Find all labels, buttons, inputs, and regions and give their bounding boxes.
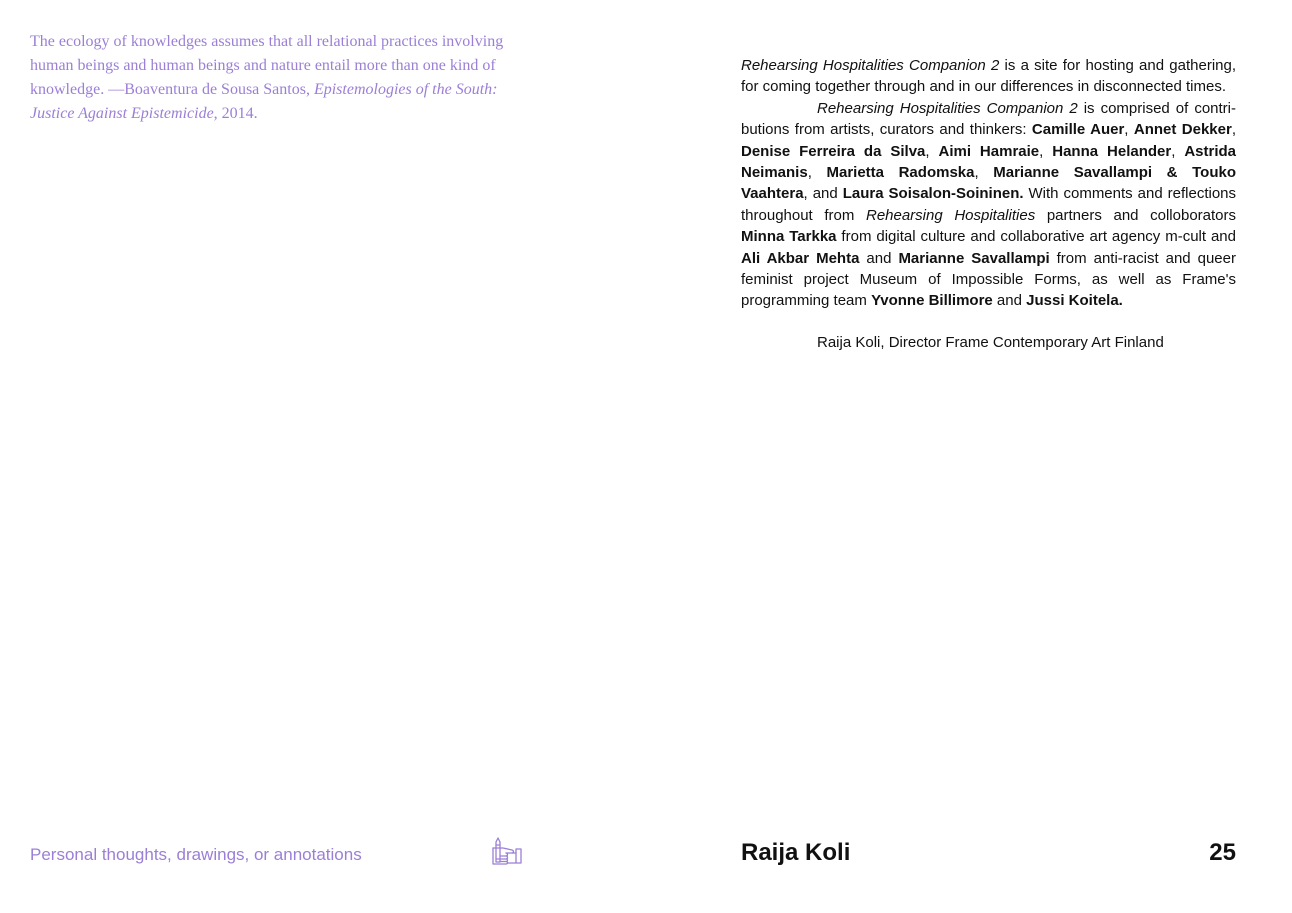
contributor-name: Aimi Hamraie [938, 142, 1040, 160]
hand-pencil-icon [490, 836, 524, 868]
publication-title: Rehearsing Hospitalities Companion 2 [741, 57, 1000, 74]
contributor-name: Annet Dekker [1133, 121, 1232, 139]
contributor-name: Jussi Koitela. [1026, 292, 1123, 310]
contributor-name: Camille Auer [1031, 121, 1125, 139]
contributor-name: Marietta Radomska [826, 164, 975, 182]
text-run: , [1231, 121, 1236, 139]
contributor-name: Yvonne Billimore [871, 292, 993, 310]
signature: Raija Koli, Director Frame Contemporary Art Finland [817, 334, 1164, 351]
text-run: , [1039, 142, 1053, 160]
text-run: and [859, 249, 899, 267]
contributor-name: Laura Soisalon-Soininen. [842, 185, 1024, 203]
page-number: 25 [1209, 839, 1236, 866]
text-run: , [925, 142, 939, 160]
text-run: With comments and reflections throughout from [741, 185, 1237, 224]
text-run: is comprised of contributions from artists, curators and thinkers: [741, 99, 1236, 139]
quote-text: The ecology of knowledges assumes that all relational practices involving human beings and human beings and nature entail more than one kind of knowledge. —Boaventura de Sousa Santos, [30, 33, 504, 98]
annotations-label: Personal thoughts, drawings, or annotations [30, 845, 362, 864]
project-title: Rehearsing Hospitalities [865, 206, 1036, 224]
text-run: , [974, 164, 994, 182]
text-run: , [1124, 121, 1134, 139]
quote-year: , 2014. [213, 105, 258, 122]
text-run: partners and colloborators [1035, 206, 1237, 224]
publication-title: Rehearsing Hospitalities Companion 2 [817, 99, 1078, 117]
contributor-name: Marianne Savallampi & Touko Vaahtera [741, 164, 1236, 203]
text-run: is a site for hosting and gathering, for coming together through and in our differences in disconnected times. [741, 57, 1237, 96]
text-run: , [807, 164, 827, 182]
contributor-name: Denise Ferreira da Silva [741, 142, 926, 160]
text-run: , [1171, 142, 1185, 160]
contributor-name: Hanna Helander [1052, 142, 1172, 160]
contributor-name: Ali Akbar Mehta [741, 249, 860, 267]
intro-text [741, 55, 1236, 312]
epigraph-quote [30, 30, 530, 126]
intro-paragraph-2 [741, 98, 1236, 312]
text-run: , and [803, 185, 843, 203]
contributor-name: Astrida Neimanis [741, 142, 1237, 182]
quote-source-title: Epistemologies of the South: Justice Against Epistemicide [30, 81, 498, 122]
text-run: from digital culture and collaborative art agency m-cult and [836, 228, 1236, 246]
text-run: from anti-racist and queer feminist project Museum of Impossible Forms, as well as Frame's programming team [741, 249, 1236, 310]
author-name: Raija Koli [741, 839, 851, 866]
contributor-name: Minna Tarkka [741, 228, 837, 246]
text-run: and [992, 292, 1027, 310]
contributor-name: Marianne Savallampi [898, 249, 1050, 267]
intro-paragraph-1 [741, 55, 1236, 98]
